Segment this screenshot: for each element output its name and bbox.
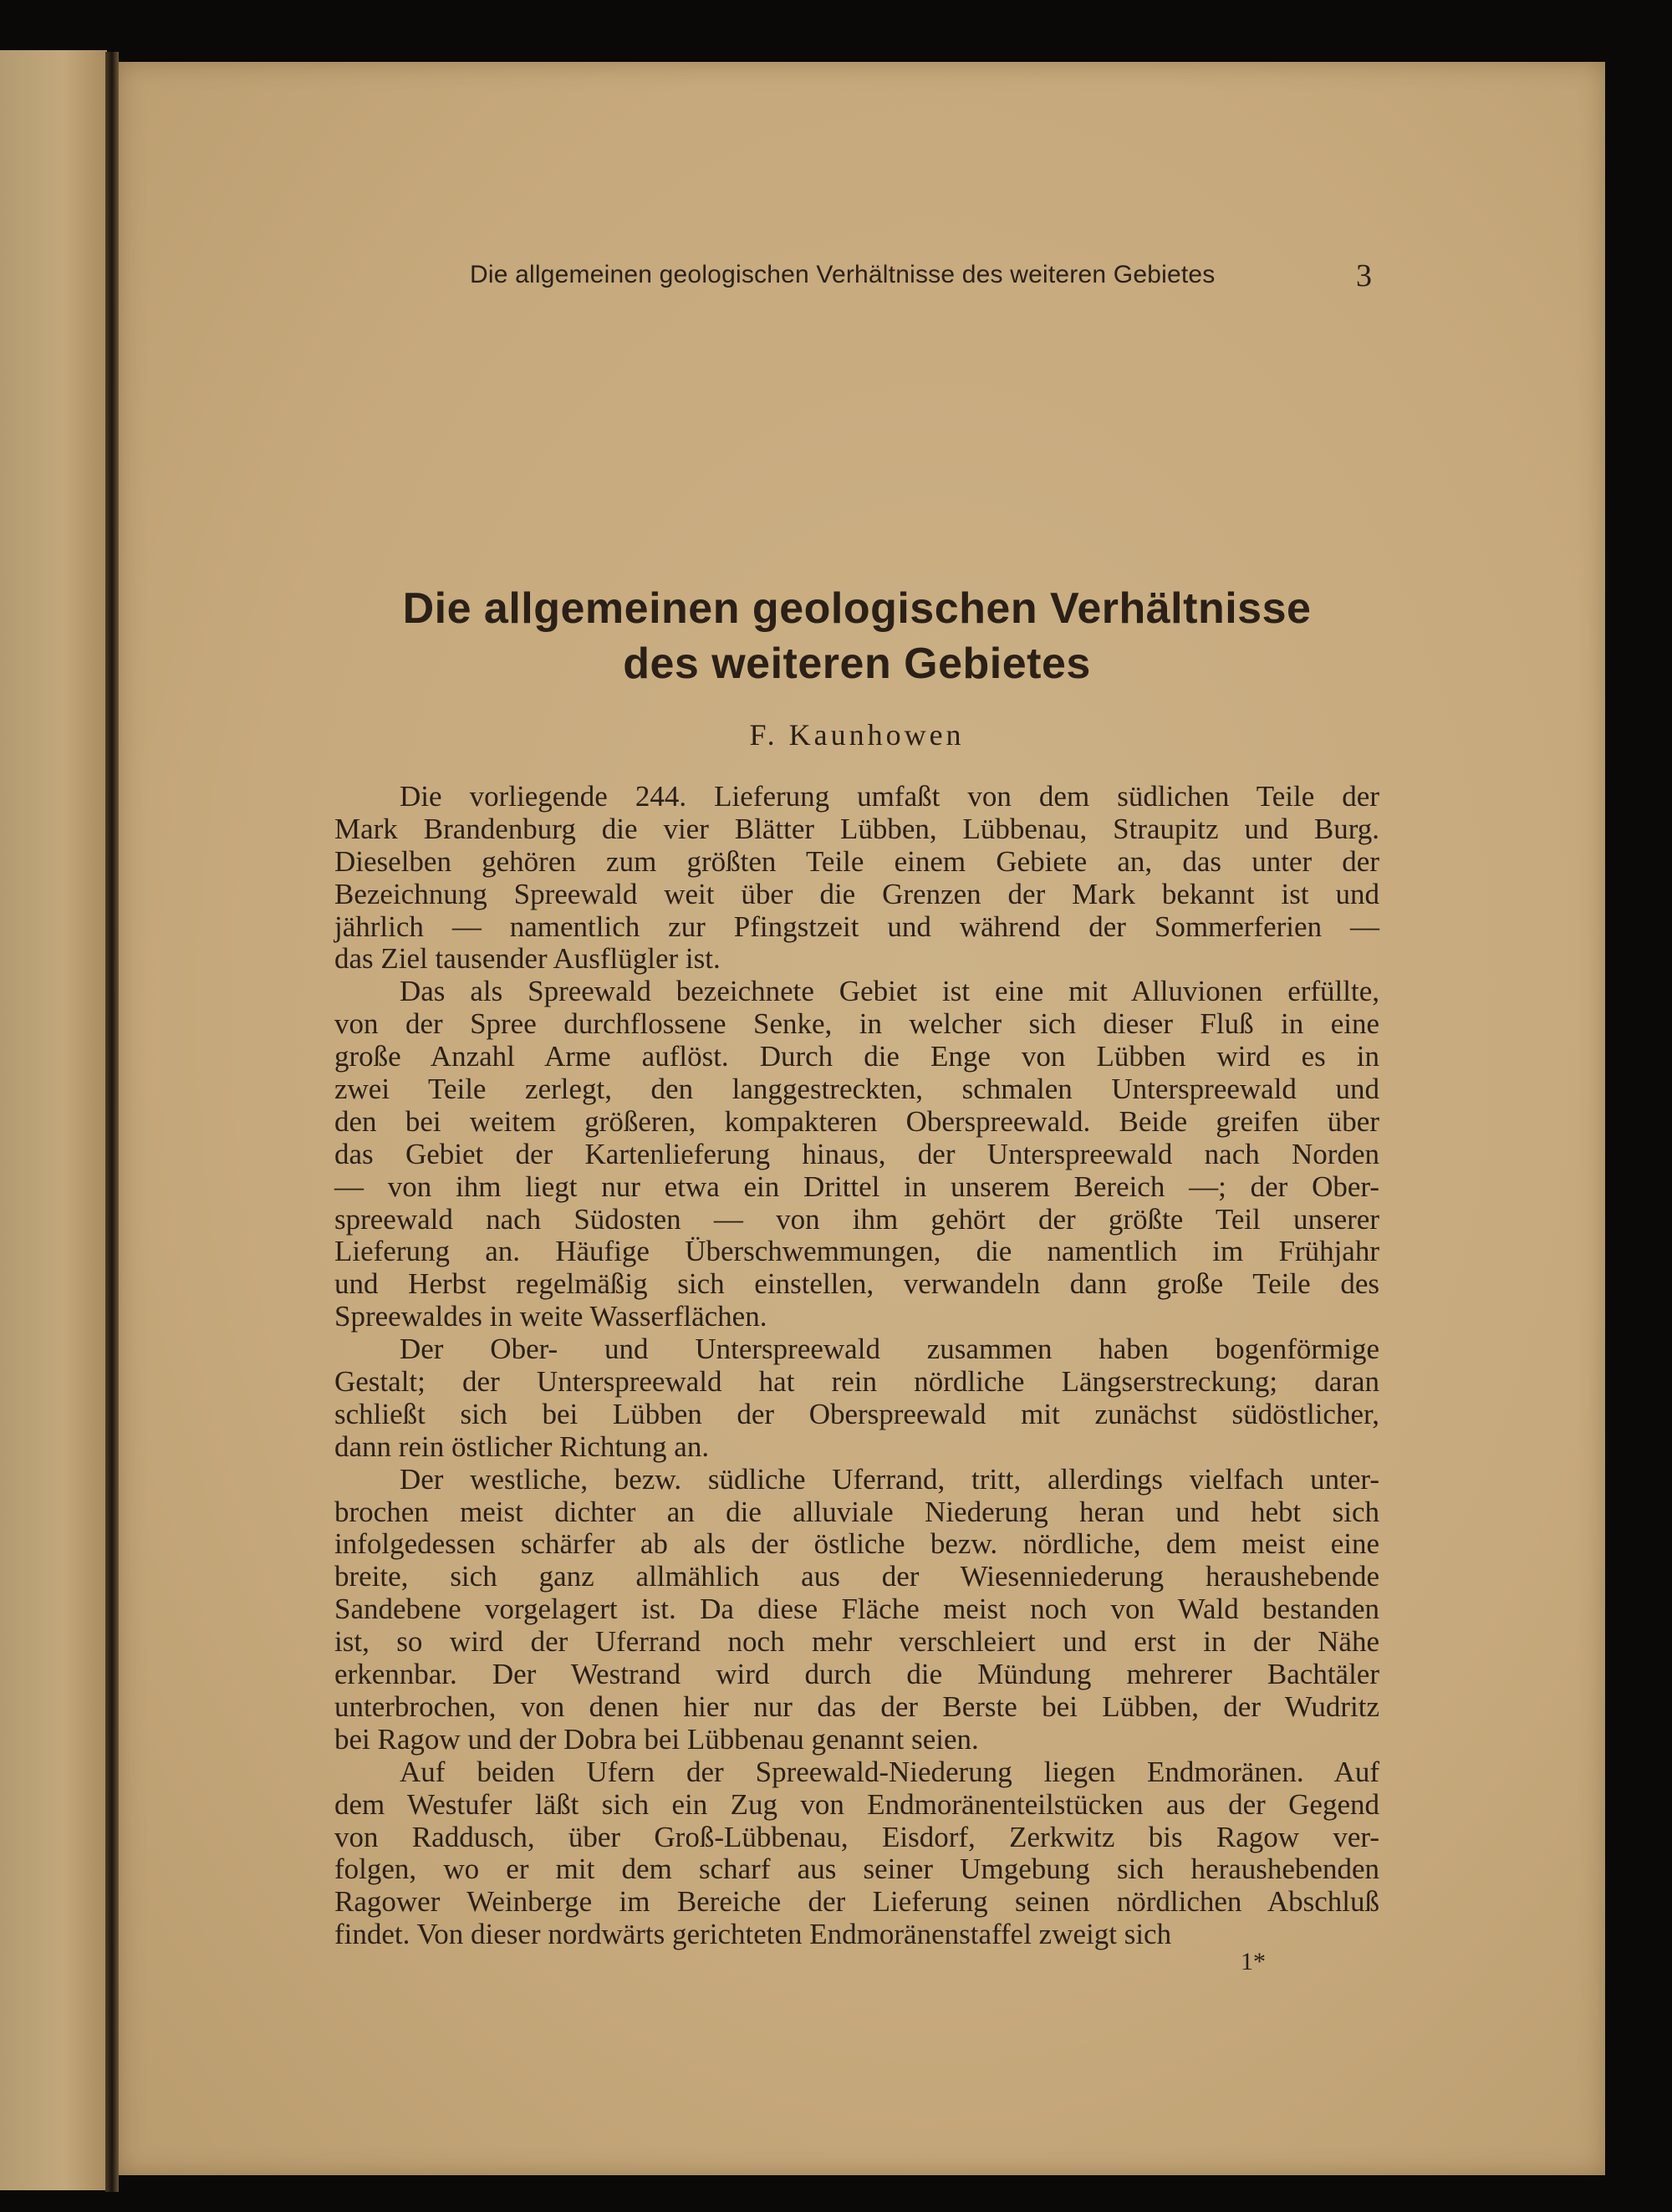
text-line: jährlich — namentlich zur Pfingstzeit und während der Sommerferien —: [334, 910, 1379, 943]
text-line: große Anzahl Arme auflöst. Durch die Enge von Lübben wird es in: [334, 1040, 1379, 1073]
text-line: von der Spree durchflossene Senke, in welcher sich dieser Fluß in eine: [334, 1007, 1379, 1041]
text-line: Der westliche, bezw. südliche Uferrand, tritt, allerdings vielfach unter-: [400, 1462, 1379, 1496]
text-line: von Raddusch, über Groß-Lübbenau, Eisdorf, Zerkwitz bis Ragow ver-: [334, 1820, 1379, 1853]
paragraph: [334, 976, 1379, 1333]
text-line: Gestalt; der Unterspreewald hat rein nördliche Längserstreckung; daran: [334, 1365, 1379, 1399]
text-line: Die vorliegende 244. Lieferung umfaßt von dem südlichen Teile der: [400, 780, 1379, 813]
paragraph: [334, 1464, 1379, 1756]
text-line: brochen meist dichter an die alluviale Niederung heran und hebt sich: [334, 1495, 1379, 1528]
paragraph: [334, 1333, 1379, 1464]
text-line: Lieferung an. Häufige Überschwemmungen, die namentlich im Frühjahr: [334, 1235, 1379, 1268]
text-line: und Herbst regelmäßig sich einstellen, verwandeln dann große Teile des: [334, 1267, 1379, 1301]
text-line: Sandebene vorgelagert ist. Da diese Fläche meist noch von Wald bestanden: [334, 1593, 1379, 1626]
text-line: ist, so wird der Uferrand noch mehr verschleiert und erst in der Nähe: [334, 1625, 1379, 1659]
text-line: das Ziel tausender Ausflügler ist.: [334, 942, 721, 976]
book-spine: [105, 52, 119, 2192]
chapter-title-line-2: des weiteren Gebietes: [623, 640, 1091, 688]
text-line: spreewald nach Südosten — von ihm gehört der größte Teil unserer: [334, 1202, 1379, 1236]
text-line: dem Westufer läßt sich ein Zug von Endmoränenteilstücken aus der Gegend: [334, 1787, 1379, 1821]
text-line: unterbrochen, von denen hier nur das der Berste bei Lübben, der Wudritz: [334, 1690, 1379, 1723]
text-line: schließt sich bei Lübben der Oberspreewald mit zunächst südöstlicher,: [334, 1397, 1379, 1430]
text-line: erkennbar. Der Westrand wird durch die Mündung mehrerer Bachtäler: [334, 1658, 1379, 1691]
text-line: Bezeichnung Spreewald weit über die Grenzen der Mark bekannt ist und: [334, 877, 1379, 910]
text-line: das Gebiet der Kartenlieferung hinaus, der Unterspreewald nach Norden: [334, 1137, 1379, 1170]
text-line: zwei Teile zerlegt, den langgestreckten, schmalen Unterspreewald und: [334, 1073, 1379, 1106]
paragraph: [334, 781, 1379, 976]
body-text: [334, 781, 1379, 1951]
text-line: folgen, wo er mit dem scharf aus seiner Umgebung sich heraushebenden: [334, 1853, 1379, 1886]
signature-mark: 1*: [1241, 1948, 1266, 1975]
text-line: Der Ober- und Unterspreewald zusammen haben bogenförmige: [400, 1333, 1379, 1366]
text-line: Das als Spreewald bezeichnete Gebiet ist eine mit Alluvionen erfüllte,: [400, 975, 1379, 1008]
text-line: Dieselben gehören zum größten Teile einem Gebiete an, das unter der: [334, 844, 1379, 878]
chapter-title-line-1: Die allgemeinen geologischen Verhältnisse: [402, 584, 1312, 633]
paragraph: [334, 1756, 1379, 1951]
facing-page-edge: [0, 50, 107, 2190]
text-line: Spreewaldes in weite Wasserflächen.: [334, 1300, 767, 1333]
text-line: den bei weitem größeren, kompakteren Oberspreewald. Beide greifen über: [334, 1104, 1379, 1138]
text-line: Mark Brandenburg die vier Blätter Lübben, Lübbenau, Straupitz und Burg.: [334, 812, 1379, 845]
text-line: — von ihm liegt nur etwa ein Drittel in unserem Bereich —; der Ober-: [334, 1170, 1379, 1203]
text-line: bei Ragow und der Dobra bei Lübbenau genannt seien.: [334, 1722, 979, 1756]
running-header: Die allgemeinen geologischen Verhältnisse des weiteren Gebietes: [470, 261, 1216, 288]
text-line: breite, sich ganz allmählich aus der Wiesenniederung heraushebende: [334, 1560, 1379, 1593]
text-line: dann rein östlicher Richtung an.: [334, 1430, 710, 1463]
page-number: 3: [1356, 258, 1372, 293]
text-line: Ragower Weinberge im Bereiche der Lieferung seinen nördlichen Abschluß: [334, 1885, 1379, 1919]
author-name: F. Kaunhowen: [749, 718, 965, 752]
text-line: findet. Von dieser nordwärts gerichteten Endmoränenstaffel zweigt sich: [334, 1918, 1172, 1951]
text-line: infolgedessen schärfer ab als der östliche bezw. nördliche, dem meist eine: [334, 1527, 1379, 1561]
text-line: Auf beiden Ufern der Spreewald-Niederung liegen Endmoränen. Auf: [400, 1755, 1379, 1788]
